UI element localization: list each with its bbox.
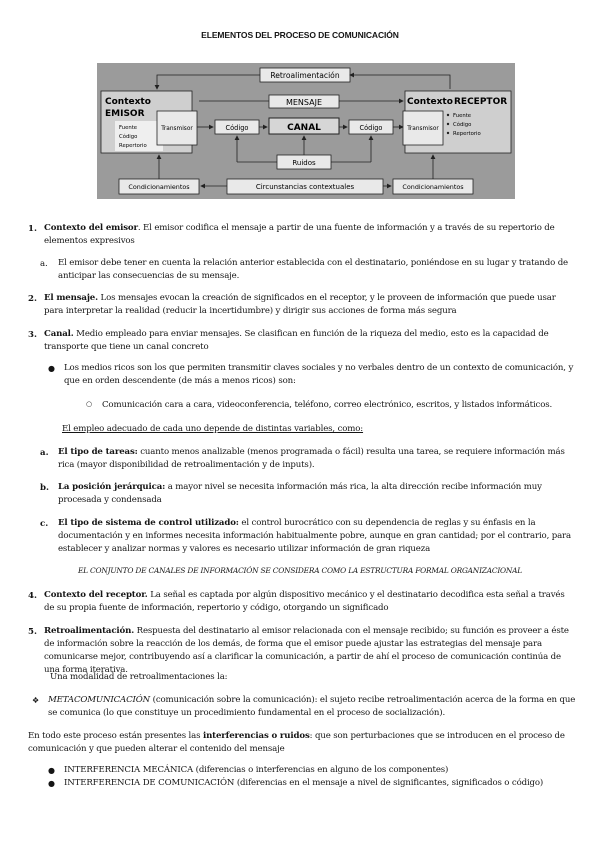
cond-right-label: Condicionamientos: [402, 183, 464, 191]
s3-paragraph: [44, 328, 579, 354]
receptor-item: Repertorio: [453, 131, 481, 137]
diamond-bullet-icon: ❖: [32, 696, 40, 705]
cond-left-label: Condicionamientos: [128, 183, 190, 191]
s2-number: 2.: [28, 294, 37, 304]
s3-b-heading: La posición jerárquica:: [58, 482, 166, 492]
emisor-item: Código: [119, 134, 138, 140]
s3-empleo: El empleo adecuado de cada uno depende de distintas variables, como:: [62, 424, 364, 434]
emisor-item: Repertorio: [119, 143, 147, 149]
s5-modalidad: Una modalidad de retroalimentaciones la:: [50, 672, 228, 682]
s5-meta-text: (comunicación sobre la comunicación): el sujeto recibe retroalimentación acerca de la forma en que se comunica (lo que constituye un procedimiento fundamental en el proceso de socialización).: [48, 695, 576, 718]
s5-heading: Retroalimentación.: [44, 626, 135, 636]
s3-heading: Canal.: [44, 329, 74, 339]
s3-a-text: cuanto menos analizable (menos programada o fácil) resulta una tarea, se requiere información más rica (mayor disponibilidad de retroalimentación y de inputs).: [58, 447, 565, 470]
canal-label: CANAL: [287, 123, 321, 133]
receptor-item: Fuente: [453, 113, 472, 119]
s3-c-heading: El tipo de sistema de control utilizado:: [58, 518, 239, 528]
final-bold: interferencias o ruidos: [202, 731, 310, 741]
s3-caption: EL CONJUNTO DE CANALES DE INFORMACIÓN SE CONSIDERA COMO LA ESTRUCTURA FORMAL ORGANIZACIONAL: [77, 566, 523, 575]
ruidos-label: Ruidos: [292, 159, 316, 167]
circle-bullet-icon: ○: [86, 400, 93, 408]
s5-paragraph: [44, 625, 576, 677]
s4-paragraph: [44, 589, 574, 615]
emisor-item: Fuente: [119, 125, 138, 131]
s3-c-paragraph: [58, 517, 576, 556]
final-post: : que son perturbaciones que se introducen en el proceso de comunicación y que pueden alterar el contenido del mensaje: [28, 731, 565, 754]
s3-b-paragraph: [58, 481, 576, 507]
s2-paragraph: [44, 292, 574, 318]
transmisor-left-label: Transmisor: [161, 126, 193, 132]
bullet-dot-icon: ●: [48, 364, 55, 373]
codigo-left-label: Código: [225, 124, 249, 132]
s3-b-text: a mayor nivel se necesita información más rica, la alta dirección recibe información muy procesada y condensada: [58, 482, 542, 505]
s1-a-text: El emisor debe tener en cuenta la relación anterior establecida con el destinatario, poniéndose en su lugar y tratando de anticipar las consecuencias de su mensaje.: [58, 258, 568, 281]
emisor-title-1: Contexto: [105, 97, 151, 107]
s1-heading: Contexto del emisor: [44, 223, 138, 233]
transmisor-right-label: Transmisor: [407, 126, 439, 132]
s5-meta-paragraph: [48, 694, 576, 720]
s1-number: 1.: [28, 224, 37, 234]
final-item: INTERFERENCIA DE COMUNICACIÓN (diferencias en el mensaje a nivel de significantes, significados o código): [64, 778, 544, 788]
s3-number: 3.: [28, 330, 37, 340]
receptor-title-1: Contexto: [407, 97, 453, 107]
s1-text: . El emisor codifica el mensaje a partir de una fuente de información y a través de su repertorio de elementos expresivos: [44, 223, 555, 246]
s3-c-text: el control burocrático con su dependencia de reglas y su énfasis en la documentación y en informes necesita información habitualmente pobre, aunque en gran cantidad; por el contrario, para establecer y analizar normas y valores es necesario utilizar información de gran riqueza: [58, 518, 571, 554]
communication-diagram: [97, 63, 515, 199]
s3-c-label: c.: [40, 519, 49, 529]
receptor-title-2: RECEPTOR: [454, 97, 508, 107]
final-pre: En todo este proceso están presentes las: [28, 731, 203, 741]
s1-a-label: a.: [40, 259, 48, 269]
s5-number: 5.: [28, 627, 37, 637]
s1-paragraph: [44, 222, 574, 248]
s3-text: Medio empleado para enviar mensajes. Se clasifican en función de la riqueza del medio, esto es la capacidad de transporte que tiene un canal concreto: [44, 329, 549, 352]
receptor-item: Código: [453, 122, 472, 128]
circ-label: Circunstancias contextuales: [255, 183, 355, 191]
s5-text: Respuesta del destinatario al emisor relacionada con el mensaje recibido; su función es proveer a éste de información sobre la reacción de los demás, de forma que el emisor puede ajustar las estrategias del mensaje para comunicarse mejor, contribuyendo así a clarificar la comunicación, a partir de ahí el proceso de comunicación continúa de una forma iterativa.: [44, 626, 569, 675]
s5-meta-term: METACOMUNICACIÓN: [48, 695, 151, 705]
codigo-right-label: Código: [359, 124, 383, 132]
s3-a-heading: El tipo de tareas:: [58, 447, 138, 457]
bullet-dot-icon: ●: [48, 779, 55, 788]
s3-sub-text: Comunicación cara a cara, videoconferencia, teléfono, correo electrónico, escritos, y listados informáticos.: [102, 400, 553, 410]
s4-text: La señal es captada por algún dispositivo mecánico y el destinatario decodifica esta señal a través de su propia fuente de información, repertorio y código, otorgando un significado: [44, 590, 565, 613]
s3-a-label: a.: [40, 448, 49, 458]
bullet-dot-icon: ●: [48, 766, 55, 775]
retro-label: Retroalimentación: [270, 71, 340, 80]
s4-heading: Contexto del receptor.: [44, 590, 148, 600]
page-title: ELEMENTOS DEL PROCESO DE COMUNICACIÓN: [201, 30, 399, 40]
emisor-title-2: EMISOR: [105, 109, 145, 119]
mensaje-label: MENSAJE: [285, 98, 323, 107]
s2-text: Los mensajes evocan la creación de significados en el receptor, y le proveen de información que puede usar para interpretar la realidad (reducir la incertidumbre) y dirigir sus acciones de forma más segura: [44, 293, 556, 316]
final-item: INTERFERENCIA MECÁNICA (diferencias o interferencias en alguno de los componentes): [64, 765, 449, 775]
s3-bullet-text: Los medios ricos son los que permiten transmitir claves sociales y no verbales dentro de un contexto de comunicación, y que en orden descendente (de más a menos ricos) son:: [64, 363, 574, 386]
s3-a-paragraph: [58, 446, 576, 472]
final-paragraph: [28, 730, 576, 756]
s3-b-label: b.: [40, 483, 50, 493]
s2-heading: El mensaje.: [44, 293, 98, 303]
s4-number: 4.: [28, 591, 37, 601]
